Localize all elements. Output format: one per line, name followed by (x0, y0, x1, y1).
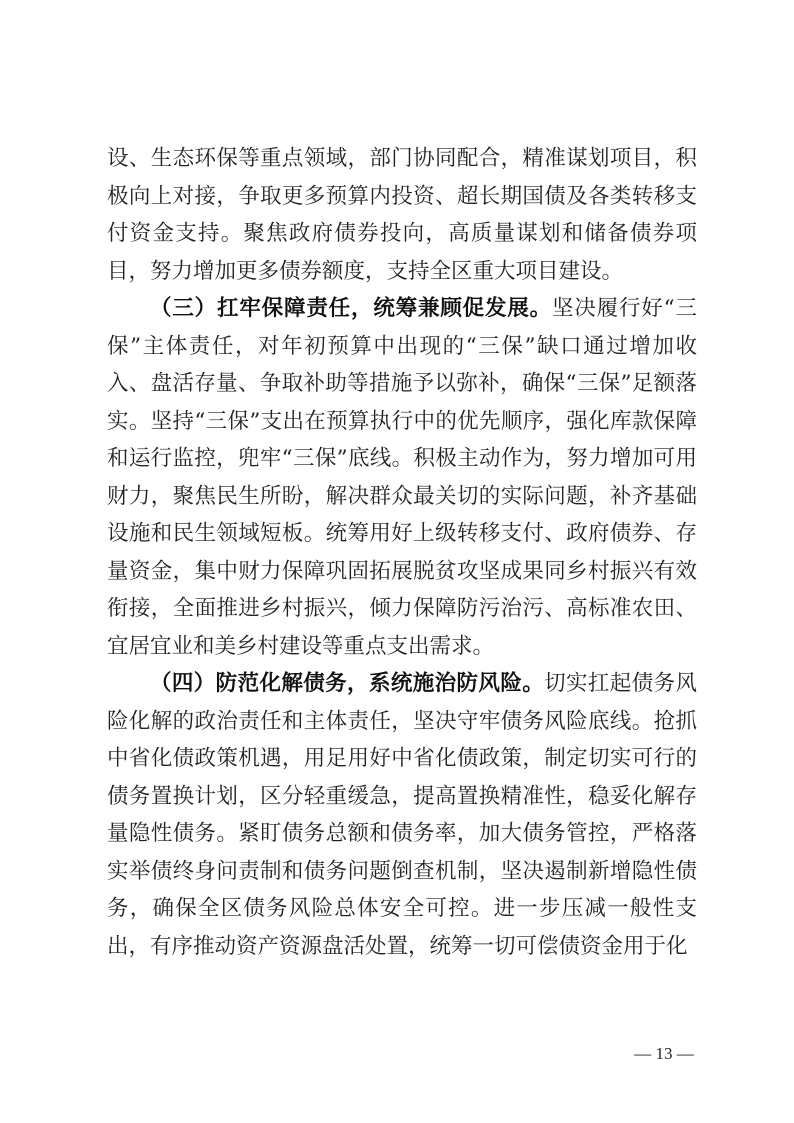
page-number: — 13 — (634, 1044, 694, 1063)
body-text (107, 140, 697, 965)
paragraph-continuation (107, 140, 697, 290)
section-heading: （三）扛牢保障责任，统筹兼顾促发展。 (150, 296, 552, 321)
paragraph-text: 切实扛起债务风险化解的政治责任和主体责任，坚决守牢债务风险底线。抢抓中省化债政策机遇，用足用好中省化债政策，制定切实可行的债务置换计划，区分轻重缓急，提高置换精准性，稳妥化解存量隐性债务。紧盯债务总额和债务率，加大债务管控，严格落实举债终身问责制和债务问题倒查机制，坚决遏制新增隐性债务，确保全区债务风险总体安全可控。进一步压减一般性支出，有序推动资产资源盘活处置，统筹一切可偿债资金用于化 (107, 671, 697, 959)
paragraph-text: 设、生态环保等重点领域，部门协同配合，精准谋划项目，积极向上对接，争取更多预算内投资、超长期国债及各类转移支付资金支持。聚焦政府债券投向，高质量谋划和储备债券项目，努力增加更多债券额度，支持全区重大项目建设。 (107, 146, 697, 284)
paragraph-section-3 (107, 290, 697, 665)
section-heading: （四）防范化解债务，系统施治防风险。 (150, 671, 545, 696)
paragraph-text: 坚决履行好“三保”主体责任，对年初预算中出现的“三保”缺口通过增加收入、盘活存量、争取补助等措施予以弥补，确保“三保”足额落实。坚持“三保”支出在预算执行中的优先顺序，强化库款保障和运行监控，兜牢“三保”底线。积极主动作为，努力增加可用财力，聚焦民生所盼，解决群众最关切的实际问题，补齐基础设施和民生领域短板。统筹用好上级转移支付、政府债券、存量资金，集中财力保障巩固拓展脱贫攻坚成果同乡村振兴有效衔接，全面推进乡村振兴，倾力保障防污治污、高标准农田、宜居宜业和美乡村建设等重点支出需求。 (107, 296, 697, 659)
paragraph-section-4 (107, 665, 697, 965)
